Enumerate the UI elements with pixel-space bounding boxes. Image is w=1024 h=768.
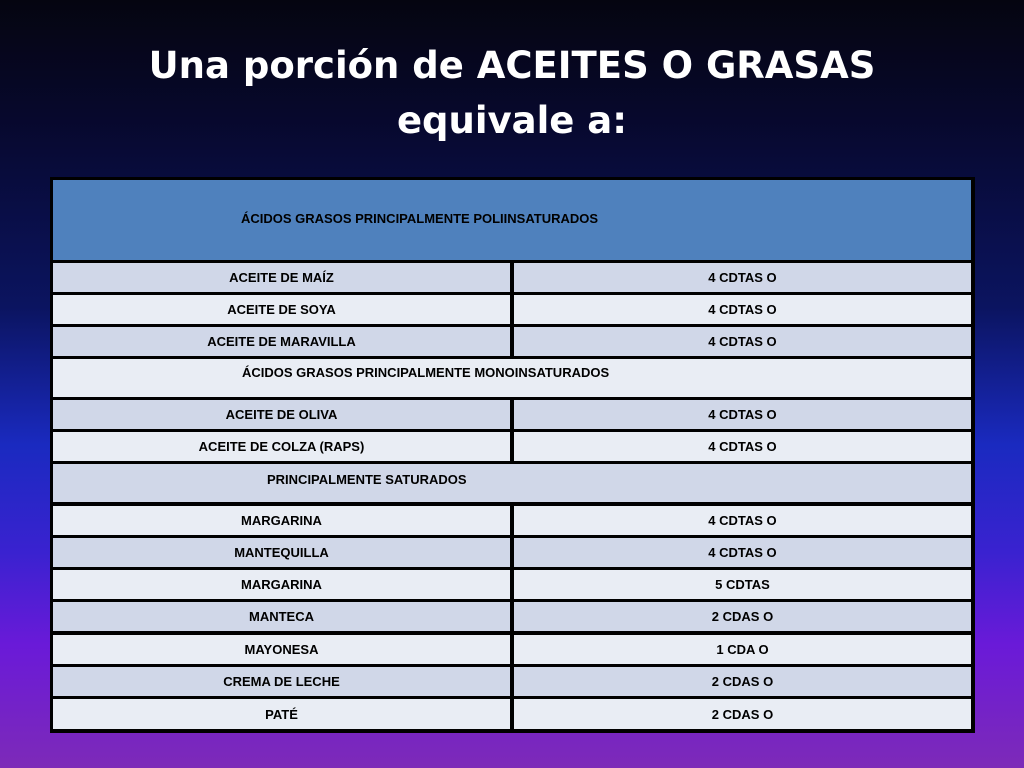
table-row-cell-portion: 4 CDTAS O: [514, 295, 971, 324]
table-row-cell-food: MARGARINA: [53, 506, 510, 535]
table-row-cell-food: MAYONESA: [53, 635, 510, 664]
table-row-cell-food: CREMA DE LECHE: [53, 667, 510, 696]
title-line-2: equivale a:: [396, 99, 628, 142]
portion-table: [50, 177, 975, 733]
table-row-cell-portion: 4 CDTAS O: [514, 400, 971, 429]
table-row-cell-food: MARGARINA: [53, 570, 510, 599]
section-label: PRINCIPALMENTE SATURADOS: [267, 472, 467, 487]
table-row-cell-portion: 1 CDA O: [514, 635, 971, 664]
table-row-cell-food: ACEITE DE OLIVA: [53, 400, 510, 429]
table-header: [53, 180, 971, 260]
table-row-cell-food: PATÉ: [53, 699, 510, 729]
header-label: ÁCIDOS GRASOS PRINCIPALMENTE POLIINSATURADOS: [241, 211, 599, 226]
section-label: ÁCIDOS GRASOS PRINCIPALMENTE MONOINSATURADOS: [242, 365, 610, 380]
table-row-cell-food: ACEITE DE COLZA (RAPS): [53, 432, 510, 461]
section-row-monounsaturated: [53, 359, 971, 397]
table-row-cell-food: MANTECA: [53, 602, 510, 631]
table-row-cell-food: ACEITE DE MAÍZ: [53, 263, 510, 292]
table-row-cell-portion: 4 CDTAS O: [514, 327, 971, 356]
table-row-cell-portion: 5 CDTAS: [514, 570, 971, 599]
table-row-cell-food: MANTEQUILLA: [53, 538, 510, 567]
table-row-cell-portion: 4 CDTAS O: [514, 506, 971, 535]
table-row-cell-portion: 2 CDAS O: [514, 667, 971, 696]
table-row-cell-portion: 4 CDTAS O: [514, 432, 971, 461]
table-row-cell-portion: 4 CDTAS O: [514, 538, 971, 567]
title-line-1: Una porción de ACEITES O GRASAS: [148, 44, 876, 87]
table-row-cell-food: ACEITE DE MARAVILLA: [53, 327, 510, 356]
table-row-cell-food: ACEITE DE SOYA: [53, 295, 510, 324]
table-row-cell-portion: 2 CDAS O: [514, 699, 971, 729]
slide-title: [0, 38, 1024, 148]
table-row-cell-portion: 4 CDTAS O: [514, 263, 971, 292]
section-row-saturated: [53, 464, 971, 502]
table-row-cell-portion: 2 CDAS O: [514, 602, 971, 631]
